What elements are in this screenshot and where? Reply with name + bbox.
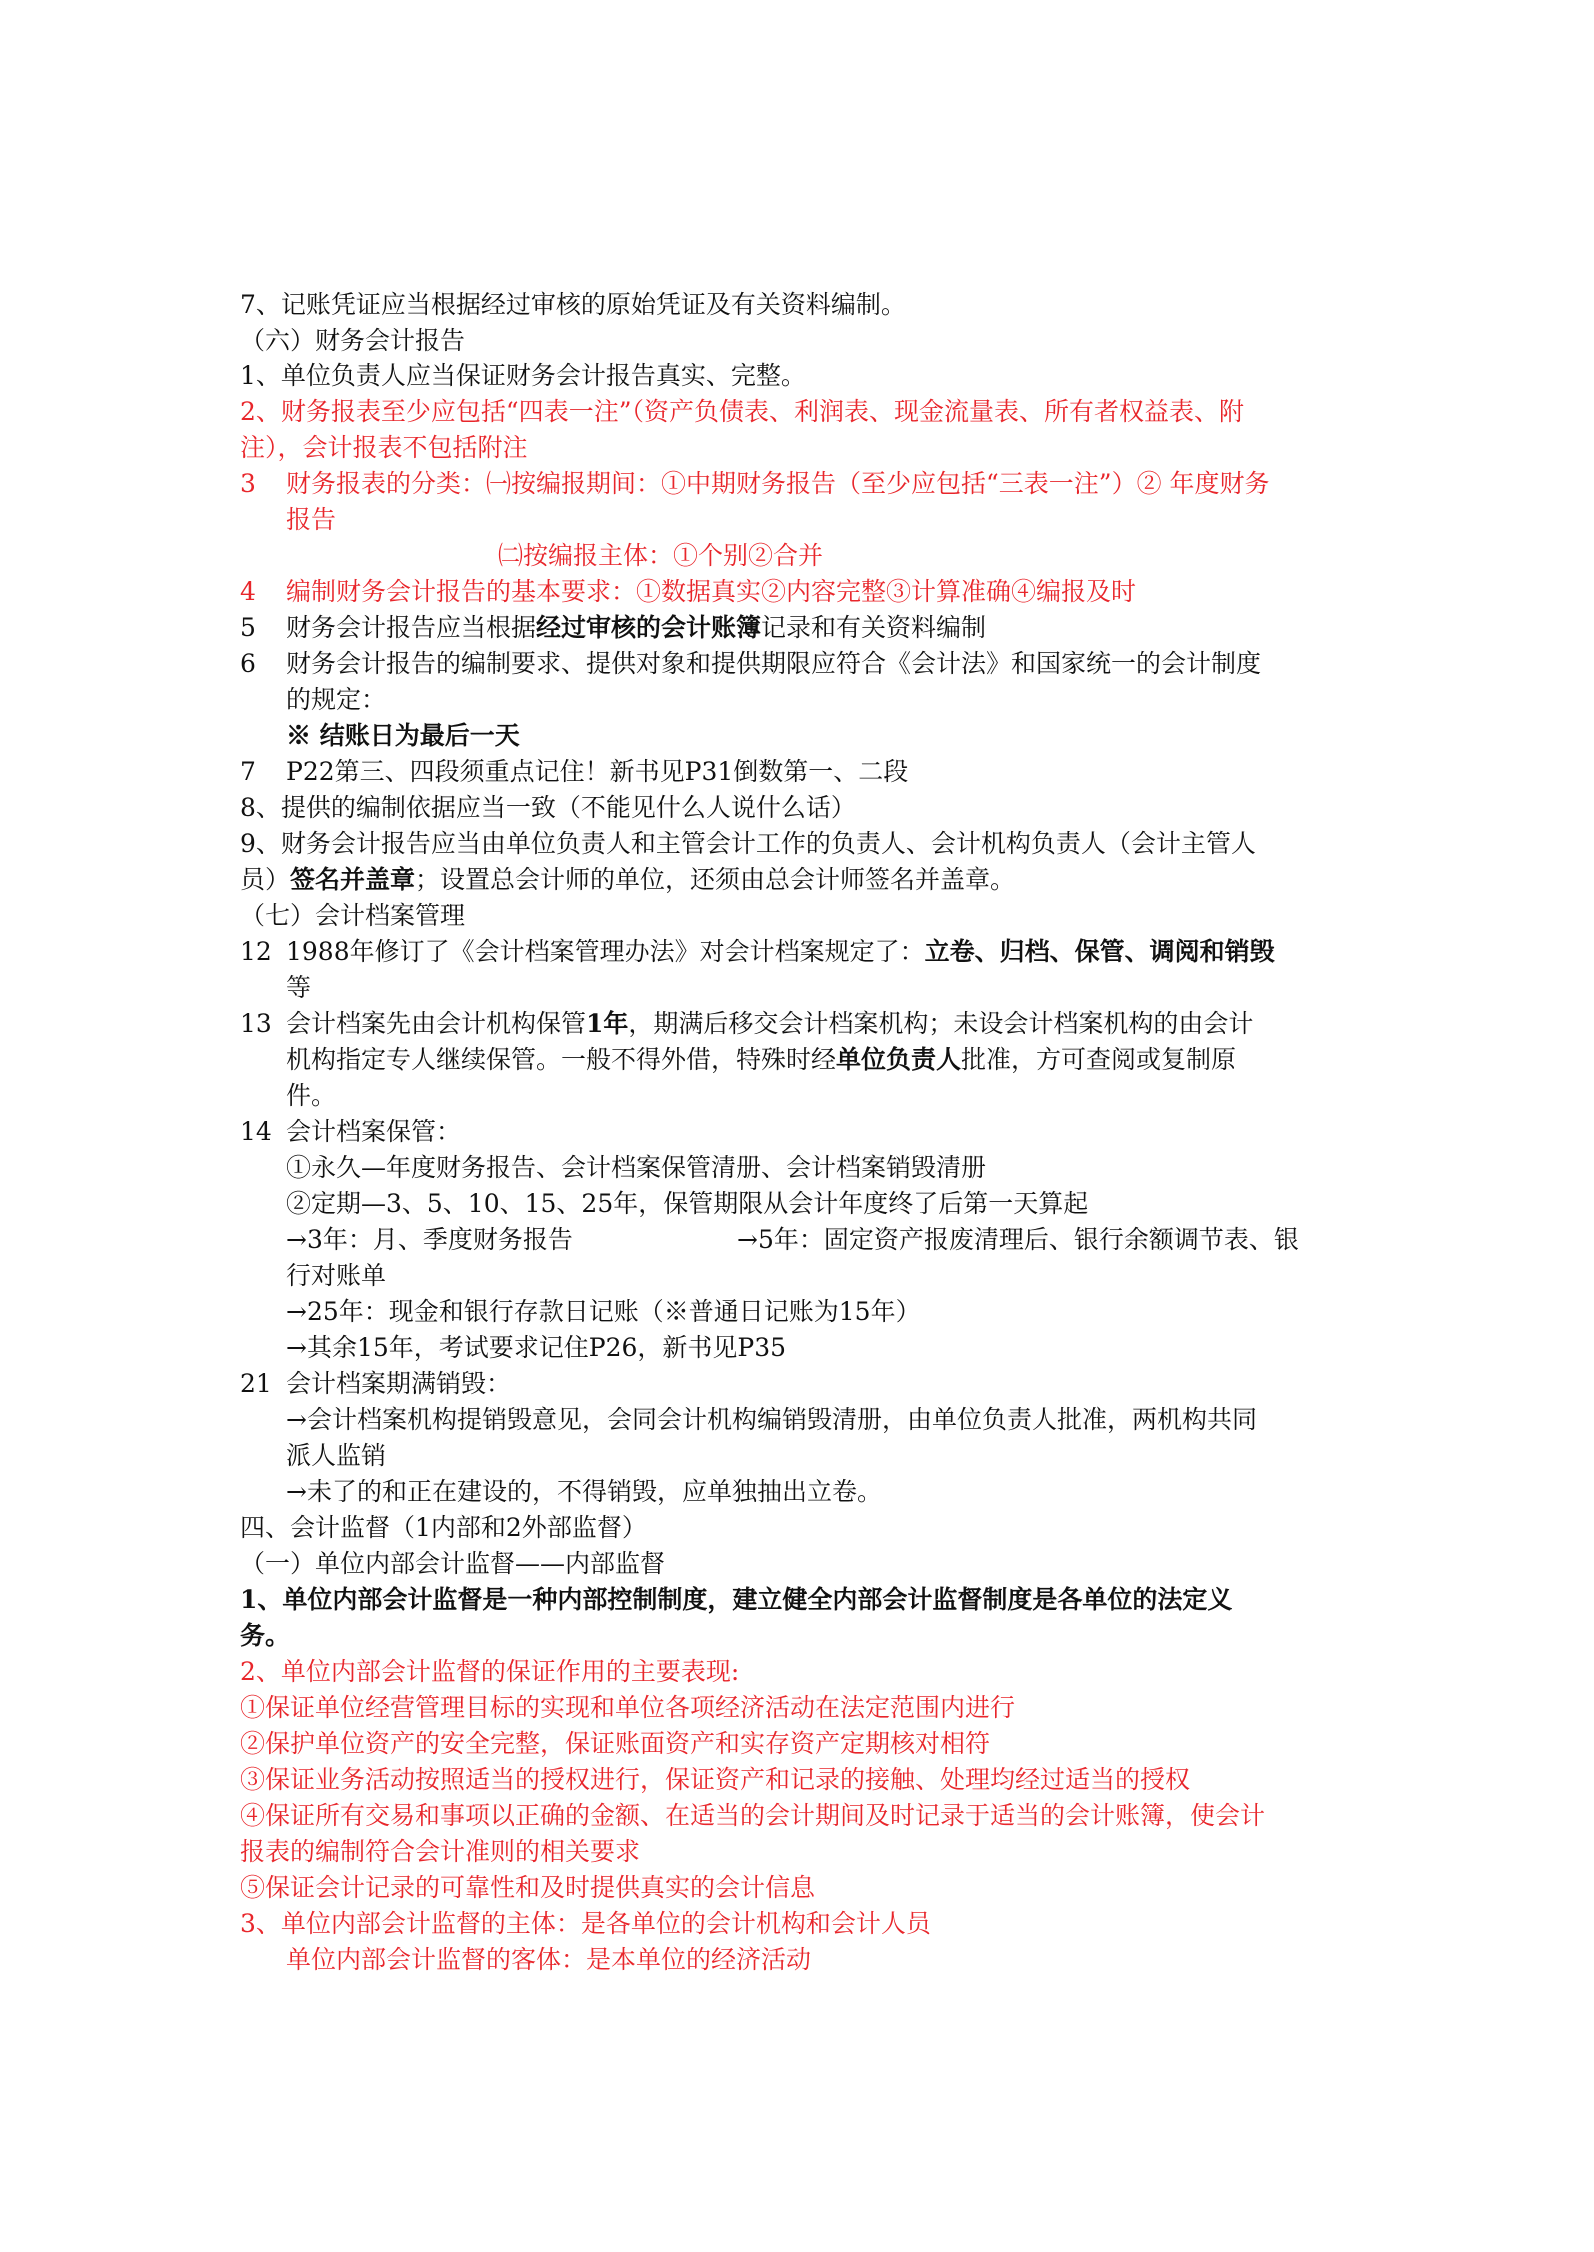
item-3-cont (286, 503, 336, 537)
item-21 (240, 1367, 511, 1401)
text: 8、提供的编制依据应当一致（不能见什么人说什么话） (240, 793, 856, 822)
item-14-periodic (286, 1187, 1088, 1221)
item-1 (240, 359, 806, 393)
text: 单位内部会计监督的客体：是本单位的经济活动 (286, 1945, 812, 1974)
supervision-point-3 (240, 1763, 1190, 1797)
item-number: 13 (240, 1009, 272, 1038)
item-14-permanent (286, 1151, 986, 1185)
text: ①永久—年度财务报告、会计档案保管清册、会计档案销毁清册 (286, 1153, 987, 1182)
supervision-point-5 (240, 1871, 815, 1905)
text: 记录和有关资料编制 (761, 613, 987, 642)
item-13-cont2 (286, 1079, 336, 1113)
text: 派人监销 (286, 1441, 387, 1470)
text: 编制财务会计报告的基本要求：①数据真实②内容完整③计算准确④编报及时 (286, 577, 1137, 606)
section-heading-archives (240, 899, 465, 933)
text: 会计档案先由会计机构保管 (286, 1009, 587, 1038)
item-14-25-year (286, 1295, 921, 1329)
text: 四、会计监督（1内部和2外部监督） (240, 1513, 647, 1542)
item-4 (240, 575, 1136, 609)
text: ※ 结账日为最后一天 (286, 721, 520, 750)
text: 2、财务报表至少应包括“四表一注”（资产负债表、利润表、现金流量表、所有者权益表、附 (240, 397, 1244, 426)
text: 3、单位内部会计监督的主体：是各单位的会计机构和会计人员 (240, 1909, 931, 1938)
text: ，期满后移交会计档案机构；未设会计档案机构的由会计 (628, 1009, 1254, 1038)
bold-text: 单位负责人 (836, 1045, 962, 1074)
text: 员） (240, 865, 291, 894)
text: 9、财务会计报告应当由单位负责人和主管会计工作的负责人、会计机构负责人（会计主管人 (240, 829, 1256, 858)
item-2 (240, 395, 1244, 429)
item-number: 4 (240, 577, 256, 606)
text: 1、单位负责人应当保证财务会计报告真实、完整。 (240, 361, 806, 390)
text: ㈡按编报主体：①个别②合并 (498, 541, 824, 570)
text: 1、单位内部会计监督是一种内部控制制度，建立健全内部会计监督制度是各单位的法定义 (240, 1585, 1233, 1614)
supervision-point-1 (240, 1691, 1015, 1725)
item-number: 5 (240, 613, 256, 642)
item-9-cont (240, 863, 1015, 897)
item-13 (240, 1007, 1253, 1041)
item-12 (240, 935, 1275, 969)
item-number: 14 (240, 1117, 272, 1146)
supervision-item-1 (240, 1583, 1232, 1617)
item-3 (240, 467, 1270, 501)
text: →3年：月、季度财务报告 (286, 1225, 573, 1254)
text: 务。 (240, 1621, 291, 1650)
supervision-point-4-cont (240, 1835, 640, 1869)
text: ⑤保证会计记录的可靠性和及时提供真实的会计信息 (240, 1873, 816, 1902)
text: （六）财务会计报告 (240, 326, 466, 355)
text: 批准，方可查阅或复制原 (961, 1045, 1237, 1074)
bold-text: 1年 (586, 1009, 629, 1038)
text: →25年：现金和银行存款日记账（※普通日记账为15年） (286, 1297, 921, 1326)
item-14-15-year (286, 1331, 786, 1365)
bold-text: 签名并盖章 (290, 865, 416, 894)
item-number: 6 (240, 649, 256, 678)
item-number: 7 (240, 757, 256, 786)
item-2-cont (240, 431, 528, 465)
text: 报表的编制符合会计准则的相关要求 (240, 1837, 641, 1866)
text: ③保证业务活动按照适当的授权进行，保证资产和记录的接触、处理均经过适当的授权 (240, 1765, 1191, 1794)
supervision-point-2 (240, 1727, 990, 1761)
text: 的规定： (286, 685, 387, 714)
section-heading-supervision (240, 1511, 647, 1545)
text: 等 (286, 973, 312, 1002)
item-14-5-year-cont (286, 1259, 386, 1293)
text: →5年：固定资产报废清理后、银行余额调节表、银 (737, 1225, 1299, 1254)
bold-text: 立卷、归档、保管、调阅和销毁 (924, 937, 1275, 966)
item-14-5-year (737, 1223, 1299, 1257)
supervision-item-2 (240, 1655, 739, 1689)
bold-text: 经过审核的会计账簿 (536, 613, 762, 642)
text: 行对账单 (286, 1261, 387, 1290)
text: 注），会计报表不包括附注 (240, 433, 528, 462)
note-closing-day (286, 719, 520, 753)
text: P22第三、四段须重点记住！新书见P31倒数第一、二段 (286, 757, 909, 786)
subsection-heading-internal (240, 1547, 665, 1581)
text: 件。 (286, 1081, 337, 1110)
item-21-step1-cont (286, 1439, 386, 1473)
item-5 (240, 611, 986, 645)
supervision-item-1-cont (240, 1619, 290, 1653)
item-13-cont (286, 1043, 1236, 1077)
supervision-item-3 (240, 1907, 931, 1941)
text: ②保护单位资产的安全完整，保证账面资产和实存资产定期核对相符 (240, 1729, 991, 1758)
item-number: 3 (240, 469, 256, 498)
text: 机构指定专人继续保管。一般不得外借，特殊时经 (286, 1045, 837, 1074)
item-7 (240, 755, 908, 789)
section-heading-financial-report (240, 324, 465, 358)
item-8 (240, 791, 856, 825)
text: →会计档案机构提销毁意见，会同会计机构编销毁清册，由单位负责人批准，两机构共同 (286, 1405, 1257, 1434)
text: ；设置总会计师的单位，还须由总会计师签名并盖章。 (415, 865, 1016, 894)
item-14 (240, 1115, 461, 1149)
item-6-cont (286, 683, 386, 717)
text: 会计档案期满销毁： (286, 1369, 512, 1398)
item-number: 21 (240, 1369, 272, 1398)
line-7-voucher (240, 288, 906, 322)
text: ②定期—3、5、10、15、25年，保管期限从会计年度终了后第一天算起 (286, 1189, 1089, 1218)
text: 财务会计报告应当根据 (286, 613, 537, 642)
text: 2、单位内部会计监督的保证作用的主要表现: (240, 1657, 740, 1686)
text: （一）单位内部会计监督——内部监督 (240, 1549, 666, 1578)
item-21-step2 (286, 1475, 882, 1509)
text: →其余15年，考试要求记住P26，新书见P35 (286, 1333, 787, 1362)
item-9 (240, 827, 1256, 861)
item-12-cont (286, 971, 311, 1005)
text: 1988年修订了《会计档案管理办法》对会计档案规定了： (286, 937, 925, 966)
supervision-item-3-object (286, 1943, 811, 1977)
text: 7、记账凭证应当根据经过审核的原始凭证及有关资料编制。 (240, 290, 906, 319)
text: 报告 (286, 505, 337, 534)
item-3-sub (498, 539, 823, 573)
text: ④保证所有交易和事项以正确的金额、在适当的会计期间及时记录于适当的会计账簿，使会计 (240, 1801, 1266, 1830)
item-14-3-year (286, 1223, 573, 1257)
item-21-step1 (286, 1403, 1257, 1437)
text: （七）会计档案管理 (240, 901, 466, 930)
supervision-point-4 (240, 1799, 1265, 1833)
text: 会计档案保管： (286, 1117, 462, 1146)
text: 财务会计报告的编制要求、提供对象和提供期限应符合《会计法》和国家统一的会计制度 (286, 649, 1262, 678)
item-number: 12 (240, 937, 272, 966)
item-6 (240, 647, 1261, 681)
text: 财务报表的分类：㈠按编报期间：①中期财务报告（至少应包括“三表一注”）② 年度财务 (286, 469, 1270, 498)
text: →未了的和正在建设的，不得销毁，应单独抽出立卷。 (286, 1477, 882, 1506)
text: ①保证单位经营管理目标的实现和单位各项经济活动在法定范围内进行 (240, 1693, 1016, 1722)
